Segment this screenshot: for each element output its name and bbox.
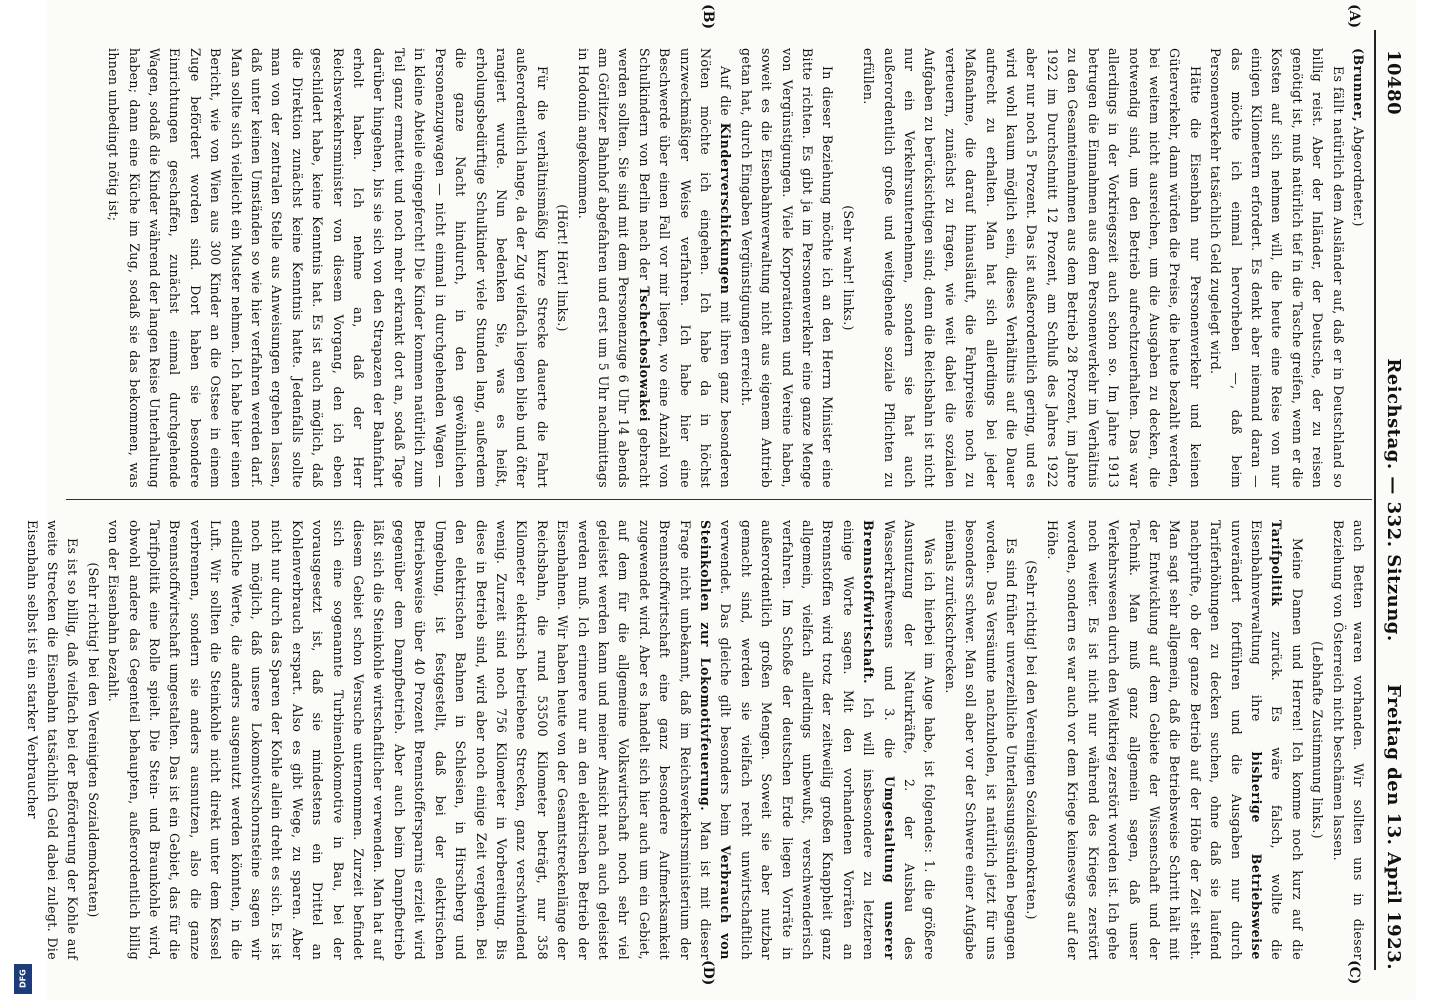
paragraph bbox=[1042, 520, 1307, 960]
paragraph: Für die verhältnismäßig kurze Strecke dauerte die Fahrt außerordentlich lange, da der Zug vielfach liegen blieb und öfter rangiert wurde. Nun bedenken Sie, was es heißt, erholungsbedürftige Schulkinder viele Stunden lang, außerdem die ganze Nacht hindurch, in den gewöhnlichen Personenzugwagen — nicht einmal in durchgehenden Wagen — in kleine Abteile eingepfercht! Die Kinder kommen natürlich zum Teil ganz ermattet und noch mehr erkrankt dort an, sodaß Tage darüber hingehen, bis sie sich von den Strapazen der Bahnfahrt erholt haben. Ich nehme an, daß der Herr Reichsverkehrsminister von diesem Vorgang, den ich eben geschildert habe, keine Kenntnis hat. Es ist auch möglich, daß die Direktion zunächst keine Kenntnis hatte. Jedenfalls sollte man von der zentralen Stelle aus Anweisungen ergehen lassen, daß unter keinen Umständen so wie hier verfahren werden darf. Man sollte sich vielleicht ein Muster nehmen. Ich habe hier einen Bericht, wie von Wien aus 300 Kinder an die Ostsee in einem Zuge befördert worden sind. Dort haben sie besondere Einrichtungen geschaffen, zunächst einmal durchgehende Wagen, sodaß die Kinder während der langen Reise Unterhaltung haben; dann eine Küche im Zug, sodaß sie das bekommen, was ihnen unbedingt nötig ist; bbox=[106, 48, 550, 488]
rotated-page bbox=[24, 0, 1416, 1000]
page-number: 10480 bbox=[1383, 50, 1404, 116]
margin-marker-d: (D) bbox=[700, 960, 716, 986]
text-run: gebracht werden sollten. Sie sind mit dem Personenzuge 6 Uhr 14 abends am Görlitzer Bahnhof abgefahren und erst um 5 Uhr nachmittags in Hodonín angekommen. bbox=[575, 48, 652, 488]
paragraph: Es ist so billig, daß vielfach bei der Beförderung der Kohle auf weite Strecken die Eisenbahn tatsächlich Geld dabei zulegt. Die Eisenbahn selbst ist ein starker Verbraucher bbox=[24, 520, 81, 960]
page-header bbox=[1380, 30, 1404, 970]
emphasis-betriebsweise: bisherige Betriebsweise bbox=[1248, 751, 1264, 960]
interjection: (Lebhafte Zustimmung links.) bbox=[1310, 641, 1326, 839]
text-run: unverändert fortführen und die Ausgaben nur durch Tariferhöhungen zu decken suchen, ohne daß sie laufend nachprüfte, ob der ganze Betrieb auf der Höhe der Zeit steht. Man sagt sehr allgemein, daß die Betriebsweise Schritt hält mit der Entwicklung auf dem Gebiete der Wissenschaft und der Technik. Man muß ganz allgemein sagen, daß unser Verkehrswesen durch den Weltkrieg zerstört worden ist. Ich gehe noch weiter. Es ist nicht nur während des Krieges zerstört worden, sondern es war auch vor dem Kriege keineswegs auf der Höhe. bbox=[1044, 520, 1244, 960]
paragraph bbox=[103, 520, 940, 960]
text-run: Was ich hierbei im Auge habe, ist folgendes: 1. die größere Ausnutzung der Naturkräfte, 2. der Ausbau des Wasserkraftwesens und 3. die bbox=[881, 520, 938, 960]
interjection: (Sehr richtig! bei den Vereinigten Sozialdemokraten) bbox=[85, 562, 101, 918]
text-run: Meine Damen und Herren! Ich komme noch kurz auf die bbox=[1289, 538, 1305, 960]
text-run: Auf die bbox=[718, 66, 734, 116]
page-date: Freitag den 13. April 1923. bbox=[1383, 684, 1404, 970]
paragraph: In dieser Beziehung möchte ich an den Herrn Minister eine Bitte richten. Es gibt ja im Personenverkehr eine ganze Menge von Vergünstigungen. Viele Korporationen und Vereine haben, soweit es die Eisenbahnverwaltung nicht aus eigenem Antrieb getan hat, durch Eingaben Vergünstigungen erreicht. bbox=[738, 48, 836, 488]
right-column bbox=[24, 520, 1368, 961]
margin-marker-c: (C) bbox=[1346, 960, 1362, 985]
margin-marker-a: (A) bbox=[1346, 4, 1362, 29]
dfg-logo: DFG bbox=[14, 964, 32, 994]
header-rule bbox=[1374, 30, 1376, 970]
scanned-page bbox=[24, 0, 1416, 1000]
text-run: zurück. Es wäre falsch, wollte die Eisenbahnverwaltung ihre bbox=[1248, 520, 1285, 961]
paragraph: auch Betten waren vorhanden. Wir sollten uns in dieser Beziehung von Österreich nicht beschämen lassen. bbox=[1330, 520, 1366, 960]
speaker-name: (Brunner, bbox=[1351, 48, 1366, 123]
interjection: (Hört! Hört! links.) bbox=[555, 204, 571, 332]
text-run: Ich will insbesondere zu letzteren einige Worte sagen. Mit den vorhandenen Vorräten an Brennstoffen wird trotz der zeitweilig großen Knappheit ganz allgemein, vielfach allerdings unbewußt, verschwenderisch verfahren. Im Schoße der deutschen Erde liegen Vorräte in außerordentlich großen Mengen. Soweit sie aber nutzbar gemacht sind, werden sie vielfach recht unwirtschaftlich verwendet. Das gleiche gilt besonders beim bbox=[718, 520, 877, 960]
emphasis-tarifpolitik: Tarifpolitik bbox=[1269, 520, 1285, 607]
paragraph bbox=[572, 48, 735, 488]
emphasis-kinderverschickungen: Kinderverschickungen bbox=[718, 122, 734, 295]
emphasis-tschechoslowakei: Tschechoslowakei bbox=[636, 286, 652, 423]
interjection: (Sehr richtig! bei den Vereinigten Sozialdemokraten.) bbox=[1024, 560, 1040, 920]
paragraph: Hätte die Eisenbahn nur Personenverkehr und keinen Güterverkehr, dann würden die Preise, die heute bezahlt werden, bei weitem nicht ausreichen, um die Ausgaben zu decken, die notwendig sind, um den Betrieb aufrechtzuerhalten. Das war allerdings in der Vorkriegszeit auch schon so. Im Jahre 1913 betrugen die Einnahmen aus dem Personenverkehr im Verhältnis zu den Gesamteinnahmen aus dem Betrieb 28 Prozent, im Jahre 1922 im Durchschnitt 12 Prozent, am Schluß des Jahres 1922 aber nur noch 5 Prozent. Das ist außerordentlich gering, und es wird wohl kaum möglich sein, dieses Verhältnis auf die Dauer aufrecht zu erhalten. Man hat sich allerdings bei jeder Maßnahme, die darauf hinausläuft, die Fahrpreise noch zu verteuern, zunächst zu fragen, wie weit dabei die sozialen Aufgaben zu berücksichtigen sind; denn die Reichsbahn ist nicht nur ein Verkehrsunternehmen, sondern sie hat auch außerordentlich große und weitgehende soziale Pflichten zu erfüllen. bbox=[861, 48, 1203, 488]
paragraph: Es sind früher unverzeihliche Unterlassungssünden begangen worden. Das Versäumte nachzuholen, ist natürlich jetzt für uns besonders schwer. Man soll aber vor der Schwere einer Aufgabe niemals zurückschrecken. bbox=[942, 520, 1020, 960]
text-run: mit ihren ganz besonderen Nöten möchte ich eingehen. Ich habe da in höchst unzweckmäßiger Weise verfahren. Ich habe hier eine Beschwerde über einen Fall vor mir liegen, wo eine Anzahl von Schulkindern von Berlin nach der bbox=[636, 48, 734, 488]
left-column bbox=[68, 48, 1368, 488]
text-run: Man ist mit dieser Frage nicht unbekannt, daß im Reichsverkehrsministerium der Brennstoffwirtschaft eine ganz besondere Aufmerksamkeit zugewendet wird. Aber es handelt sich hier auch um ein Gebiet, auf dem für die allgemeine Volkswirtschaft noch sehr viel geleistet werden kann und meiner Ansicht nach auch geleistet werden muß. Ich erinnere nur an den elektrischen Betrieb der Eisenbahnen. Wir haben heute von der Gesamtstreckenlänge der Reichsbahn, die rund 53500 Kilometer beträgt, nur 358 Kilometer elektrisch betriebene Strecken, ganz verschwindend wenig. Zurzeit sind noch 756 Kilometer in Vorbereitung. Bis diese in Betrieb sind, wird aber noch einige Zeit vergehen. Bei den elektrischen Bahnen in Schlesien, in Hirschberg und Umgebung, ist festgestellt, daß bei der elektrischen Betriebsweise über 40 Prozent Brennstoffersparnis erzielt wird gegenüber dem Dampfbetrieb. Aber auch beim Dampfbetrieb läßt sich die Steinkohle wirtschaftlicher verwenden. Man hat auf diesem Gebiet schon Versuche unternommen. Zurzeit befindet sich eine sogenannte Turbinenlokomotive in Bau, bei der vorausgesetzt ist, daß sie mindestens ein Drittel an Kohlenverbrauch erspart. Also es gibt Wege, zu sparen. Aber nicht nur durch das Sparen der Kohle allein dreht es sich. Es ist noch möglich, daß unsere Lokomotivschornsteine sagen wir endliche Werte, die anders ausgenutzt werden könnten, in die Luft. Wir sollten die Steinkohle nicht direkt unter dem Kessel verbrennen, sondern sie anders ausnutzen, also die ganze Brennstoffwirtschaft umgestalten. Das ist ein Gebiet, das für die Tarifpolitik eine Rolle spielt. Die Stein- und Braunkohle wird, obwohl andere das Gegenteil behaupten, außerordentlich billig von der Eisenbahn bezahlt. bbox=[106, 520, 713, 960]
emphasis-brennstoffwirtschaft: Umgestaltung unserer Brennstoffwirtschaft. bbox=[861, 520, 897, 960]
speaker-line bbox=[1348, 48, 1368, 488]
emphasis-lokomotivfeuerung: Verbrauch von Steinkohlen zur Lokomotivfeuerung. bbox=[698, 520, 734, 960]
paragraph: Es fällt natürlich dem Ausländer auf, daß er in Deutschland so billig reist. Aber der Inländer, der Deutsche, der zu reisen genötigt ist, muß natürlich tief in die Tasche greifen, wenn er die Kosten auf sich nehmen will, die heute eine Reise von nur einigen Kilometern erfordert. Es denkt aber niemand daran — das möchte ich einmal hervorheben —, daß beim Personenverkehr tatsächlich Geld zugelegt wird. bbox=[1208, 48, 1346, 488]
margin-marker-b: (B) bbox=[700, 4, 716, 30]
running-title: Reichstag. — 332. Sitzung. bbox=[1383, 358, 1404, 642]
interjection: (Sehr wahr! links.) bbox=[840, 205, 856, 331]
column-divider bbox=[66, 499, 1372, 500]
speaker-role: Abgeordneter.) bbox=[1351, 126, 1366, 227]
